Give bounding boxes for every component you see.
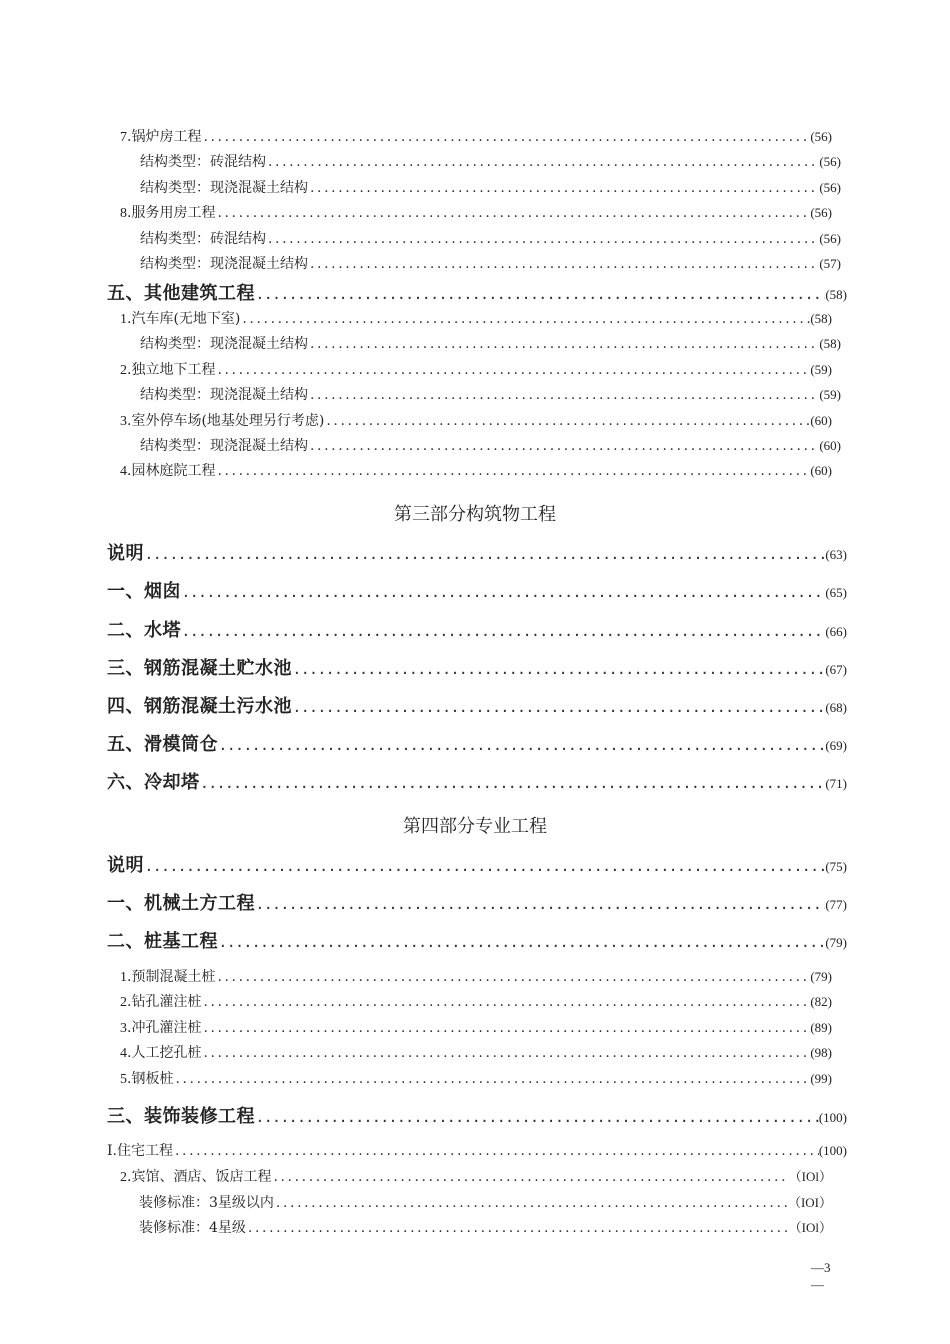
leader-dots — [173, 1071, 810, 1087]
page-number-text: —3 — [811, 1260, 831, 1275]
page-ref: (57) — [819, 256, 841, 271]
leader-dots — [200, 772, 826, 793]
toc-section-other-buildings[interactable] — [107, 279, 847, 305]
leader-dots — [292, 658, 825, 679]
item-label: .服务用房工程 — [127, 205, 216, 221]
page-ref: (77) — [825, 897, 847, 912]
page-ref: (58) — [819, 336, 841, 351]
toc-entry[interactable] — [107, 1102, 847, 1128]
leader-dots — [201, 129, 810, 145]
leader-dots — [308, 180, 819, 196]
page-ref: (75) — [825, 859, 847, 874]
entry-label: 一、烟囱 — [107, 581, 181, 602]
leader-dots — [218, 931, 825, 952]
item-label: .汽车库(无地下室) — [127, 311, 241, 327]
entry-label: 三、钢筋混凝土贮水池 — [107, 658, 292, 679]
page-ref: (60) — [819, 438, 841, 453]
item-label: .人工挖孔桩 — [127, 1045, 202, 1061]
item-number: 8 — [120, 206, 127, 221]
toc-item[interactable] — [120, 359, 832, 379]
item-label: 结构类型：砖混结构 — [140, 154, 266, 170]
toc-item[interactable] — [120, 202, 832, 222]
page-ref: (99) — [810, 1071, 832, 1086]
toc-item[interactable] — [120, 460, 832, 480]
page-ref: (56) — [819, 180, 841, 195]
page-ref: (71) — [825, 776, 847, 791]
toc-subitem[interactable] — [140, 333, 841, 353]
item-label: .园林庭院工程 — [127, 463, 216, 479]
leader-dots — [308, 336, 819, 352]
page-ref: (60) — [810, 413, 832, 428]
leader-dots — [292, 696, 825, 717]
leader-dots — [201, 1045, 810, 1061]
page-ref: （IOl） — [788, 1220, 832, 1235]
leader-dots — [173, 1143, 819, 1159]
toc-subitem[interactable] — [140, 253, 841, 273]
leader-dots — [181, 620, 825, 641]
toc-entry[interactable] — [107, 768, 847, 794]
item-label: I.住宅工程 — [107, 1143, 173, 1159]
toc-item[interactable] — [120, 1017, 832, 1037]
leader-dots — [215, 969, 810, 985]
item-label: 结构类型：现浇混凝土结构 — [140, 336, 308, 352]
item-label: 结构类型：现浇混凝土结构 — [140, 180, 308, 196]
item-label: .钻孔灌注桩 — [127, 994, 202, 1010]
toc-subitem[interactable] — [139, 1192, 832, 1212]
toc-entry[interactable] — [107, 851, 847, 877]
item-label: .锅炉房工程 — [127, 129, 202, 145]
page-ref: (56) — [810, 205, 832, 220]
item-number: 2 — [120, 995, 127, 1010]
item-number: 4 — [120, 1046, 127, 1061]
toc-entry[interactable] — [107, 692, 847, 718]
leader-dots — [255, 893, 825, 914]
entry-label: 五、滑模筒仓 — [107, 734, 218, 755]
entry-label: 二、桩基工程 — [107, 931, 218, 952]
page-ref: (63) — [825, 547, 847, 562]
item-number: 3 — [120, 414, 127, 429]
item-label: .钢板桩 — [127, 1071, 174, 1087]
page-ref: （IOI） — [787, 1195, 832, 1210]
item-number: 2 — [120, 1170, 127, 1185]
part-three-heading: 第三部分构筑物工程 — [394, 504, 556, 525]
leader-dots — [218, 734, 825, 755]
toc-entry[interactable] — [107, 730, 847, 756]
leader-dots — [246, 1220, 789, 1236]
toc-entry[interactable] — [107, 539, 847, 565]
item-number: 5 — [120, 1072, 127, 1087]
page-ref: (58) — [810, 311, 832, 326]
toc-subitem[interactable] — [140, 384, 841, 404]
page-ref: (82) — [810, 994, 832, 1009]
toc-entry[interactable] — [107, 616, 847, 642]
leader-dots — [201, 1020, 810, 1036]
page-ref: (66) — [825, 624, 847, 639]
page-ref: (100) — [818, 1143, 847, 1158]
item-number: 2 — [120, 363, 127, 378]
item-label: .预制混凝土桩 — [127, 969, 216, 985]
leader-dots — [215, 205, 810, 221]
page-ref: (60) — [810, 463, 832, 478]
entry-label: 说明 — [107, 855, 144, 876]
page-ref: (79) — [810, 969, 832, 984]
page-ref: (56) — [810, 129, 832, 144]
toc-entry[interactable] — [107, 889, 847, 915]
page-ref: (56) — [819, 154, 841, 169]
toc-subitem[interactable] — [140, 177, 841, 197]
leader-dots — [308, 387, 819, 403]
toc-subitem[interactable] — [140, 151, 841, 171]
leader-dots — [308, 256, 819, 272]
item-label: .独立地下工程 — [127, 362, 216, 378]
page-ref: (65) — [825, 585, 847, 600]
leader-dots — [274, 1195, 788, 1211]
item-label: 结构类型：现浇混凝土结构 — [140, 256, 308, 272]
leader-dots — [271, 1169, 788, 1185]
page-ref: (89) — [810, 1020, 832, 1035]
section-title: 五、其他建筑工程 — [107, 283, 255, 304]
item-number: 3 — [120, 1021, 127, 1036]
toc-item[interactable] — [120, 410, 832, 430]
toc-item[interactable] — [120, 1166, 832, 1186]
leader-dots — [181, 581, 825, 602]
toc-item[interactable] — [120, 991, 832, 1011]
leader-dots — [324, 413, 810, 429]
page-number-dash: — — [811, 1277, 824, 1292]
leader-dots — [240, 311, 810, 327]
page-ref: (59) — [819, 387, 841, 402]
page-ref: (100) — [818, 1110, 847, 1125]
toc-item[interactable] — [120, 1068, 832, 1088]
item-label: 装修标准：3星级以内 — [139, 1195, 274, 1211]
item-label: .冲孔灌注桩 — [127, 1020, 202, 1036]
page-ref: (56) — [819, 231, 841, 246]
page-ref: (79) — [825, 935, 847, 950]
part-four-heading: 第四部分专业工程 — [403, 816, 547, 837]
leader-dots — [144, 543, 825, 564]
item-label: 结构类型：砖混结构 — [140, 231, 266, 247]
page-ref: (58) — [825, 287, 847, 302]
entry-label: 三、装饰装修工程 — [107, 1106, 255, 1127]
leader-dots — [255, 1106, 819, 1127]
toc-item[interactable] — [120, 308, 832, 328]
leader-dots — [266, 154, 819, 170]
page-ref: (98) — [810, 1045, 832, 1060]
item-label: 结构类型：现浇混凝土结构 — [140, 438, 308, 454]
entry-label: 四、钢筋混凝土污水池 — [107, 696, 292, 717]
toc-entry[interactable] — [107, 927, 847, 953]
leader-dots — [308, 438, 819, 454]
page-number — [811, 1259, 831, 1293]
toc-entry[interactable] — [107, 654, 847, 680]
toc-entry[interactable] — [107, 577, 847, 603]
page-ref: （IOl） — [788, 1169, 832, 1184]
page-ref: (68) — [825, 700, 847, 715]
entry-label: 说明 — [107, 543, 144, 564]
leader-dots — [215, 362, 810, 378]
toc-item[interactable] — [120, 966, 832, 986]
toc-subitem[interactable] — [139, 1217, 832, 1237]
leader-dots — [215, 463, 810, 479]
item-label: 装修标准：4星级 — [139, 1220, 246, 1236]
leader-dots — [266, 231, 819, 247]
leader-dots — [144, 855, 825, 876]
leader-dots — [255, 283, 825, 304]
item-number: 1 — [120, 312, 127, 327]
page-ref: (59) — [810, 362, 832, 377]
entry-label: 六、冷却塔 — [107, 772, 200, 793]
page-ref: (67) — [825, 662, 847, 677]
item-number: 7 — [120, 130, 127, 145]
toc-item[interactable] — [120, 1042, 832, 1062]
item-label: .宾馆、酒店、饭店工程 — [127, 1169, 272, 1185]
entry-label: 二、水塔 — [107, 620, 181, 641]
page-ref: (69) — [825, 738, 847, 753]
toc-item[interactable] — [107, 1140, 847, 1160]
entry-label: 一、机械土方工程 — [107, 893, 255, 914]
item-label: 结构类型：现浇混凝土结构 — [140, 387, 308, 403]
item-label: .室外停车场(地基处理另行考虑) — [127, 413, 325, 429]
item-number: 1 — [120, 970, 127, 985]
toc-subitem[interactable] — [140, 228, 841, 248]
toc-subitem[interactable] — [140, 435, 841, 455]
leader-dots — [201, 994, 810, 1010]
item-number: 4 — [120, 464, 127, 479]
toc-item[interactable] — [120, 126, 832, 146]
